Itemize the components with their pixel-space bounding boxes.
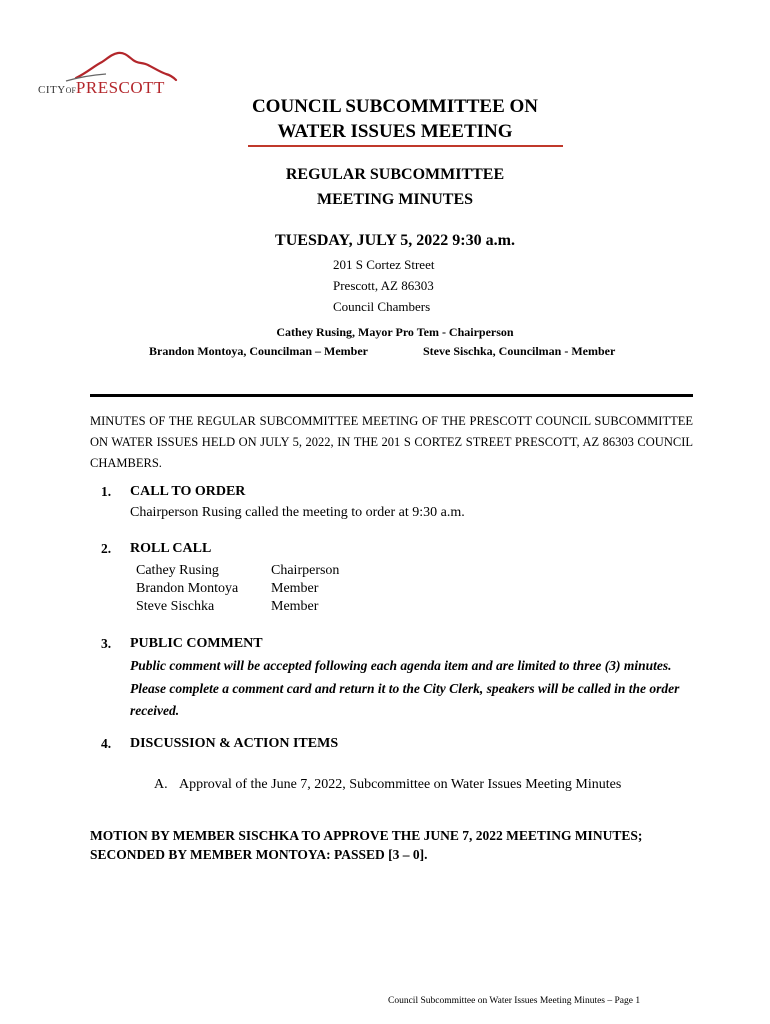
table-row (136, 598, 339, 616)
address-city: Prescott, AZ 86303 (333, 278, 434, 293)
roll-role: Chairperson (271, 563, 340, 578)
section-3-number: 3. (101, 636, 112, 651)
member-montoya: Brandon Montoya, Councilman – Member (149, 344, 368, 358)
roll-role: Member (271, 581, 319, 596)
section-2-title: ROLL CALL (130, 541, 212, 556)
city-logo (36, 48, 181, 98)
public-comment-text: Public comment will be accepted following each agenda item and are limited to three (3) minutes. Please complete a comment card and return it to the City Clerk, speakers will be called in the order received. (130, 658, 680, 718)
item-a-text: Approval of the June 7, 2022, Subcommittee on Water Issues Meeting Minutes (179, 777, 622, 792)
meeting-date: TUESDAY, JULY 5, 2022 9:30 a.m. (275, 232, 515, 249)
section-3-title: PUBLIC COMMENT (130, 636, 263, 651)
section-4-title: DISCUSSION & ACTION ITEMS (130, 736, 339, 751)
page-title-line1: COUNCIL SUBCOMMITTEE ON (251, 96, 539, 117)
item-a-label: A. (154, 777, 168, 792)
roll-name: Steve Sischka (136, 599, 215, 614)
page-title-line2: WATER ISSUES MEETING (277, 121, 513, 142)
section-1-text: Chairperson Rusing called the meeting to order at 9:30 a.m. (130, 505, 465, 520)
member-sischka: Steve Sischka, Councilman - Member (423, 344, 616, 358)
page-footer: Council Subcommittee on Water Issues Meeting Minutes – Page 1 (388, 996, 641, 1006)
subtitle-line1: REGULAR SUBCOMMITTEE (285, 166, 505, 183)
address-room: Council Chambers (333, 299, 431, 314)
logo-city: CITY (38, 84, 66, 96)
mountain-skyline-icon (36, 48, 181, 82)
logo-of: OF (65, 86, 76, 95)
logo-prescott: PRESCOTT (75, 78, 165, 97)
roll-name: Brandon Montoya (136, 581, 239, 596)
table-row (136, 580, 339, 598)
table-row (136, 562, 339, 580)
title-underline (248, 145, 563, 147)
header-divider (90, 394, 693, 397)
chairperson: Cathey Rusing, Mayor Pro Tem - Chairperson (276, 325, 514, 339)
section-1-number: 1. (101, 484, 112, 499)
roll-role: Member (271, 599, 319, 614)
motion-text: MOTION BY MEMBER SISCHKA TO APPROVE THE JUNE 7, 2022 MEETING MINUTES; SECONDED BY MEMBER MONTOYA: PASSED [3 – 0]. (90, 828, 643, 862)
roll-name: Cathey Rusing (136, 563, 219, 578)
roll-call-table (136, 562, 339, 616)
subtitle-line2: MEETING MINUTES (316, 191, 474, 208)
address-street: 201 S Cortez Street (333, 257, 435, 272)
section-4-number: 4. (101, 736, 112, 751)
section-2-number: 2. (101, 541, 112, 556)
minutes-intro: MINUTES OF THE REGULAR SUBCOMMITTEE MEETING OF THE PRESCOTT COUNCIL SUBCOMMITTEE ON WATER ISSUES HELD ON JULY 5, 2022, IN THE 201 S CORTEZ STREET PRESCOTT, AZ 86303 COUNCIL CHAMBERS. (90, 414, 693, 470)
section-1-title: CALL TO ORDER (130, 484, 246, 499)
